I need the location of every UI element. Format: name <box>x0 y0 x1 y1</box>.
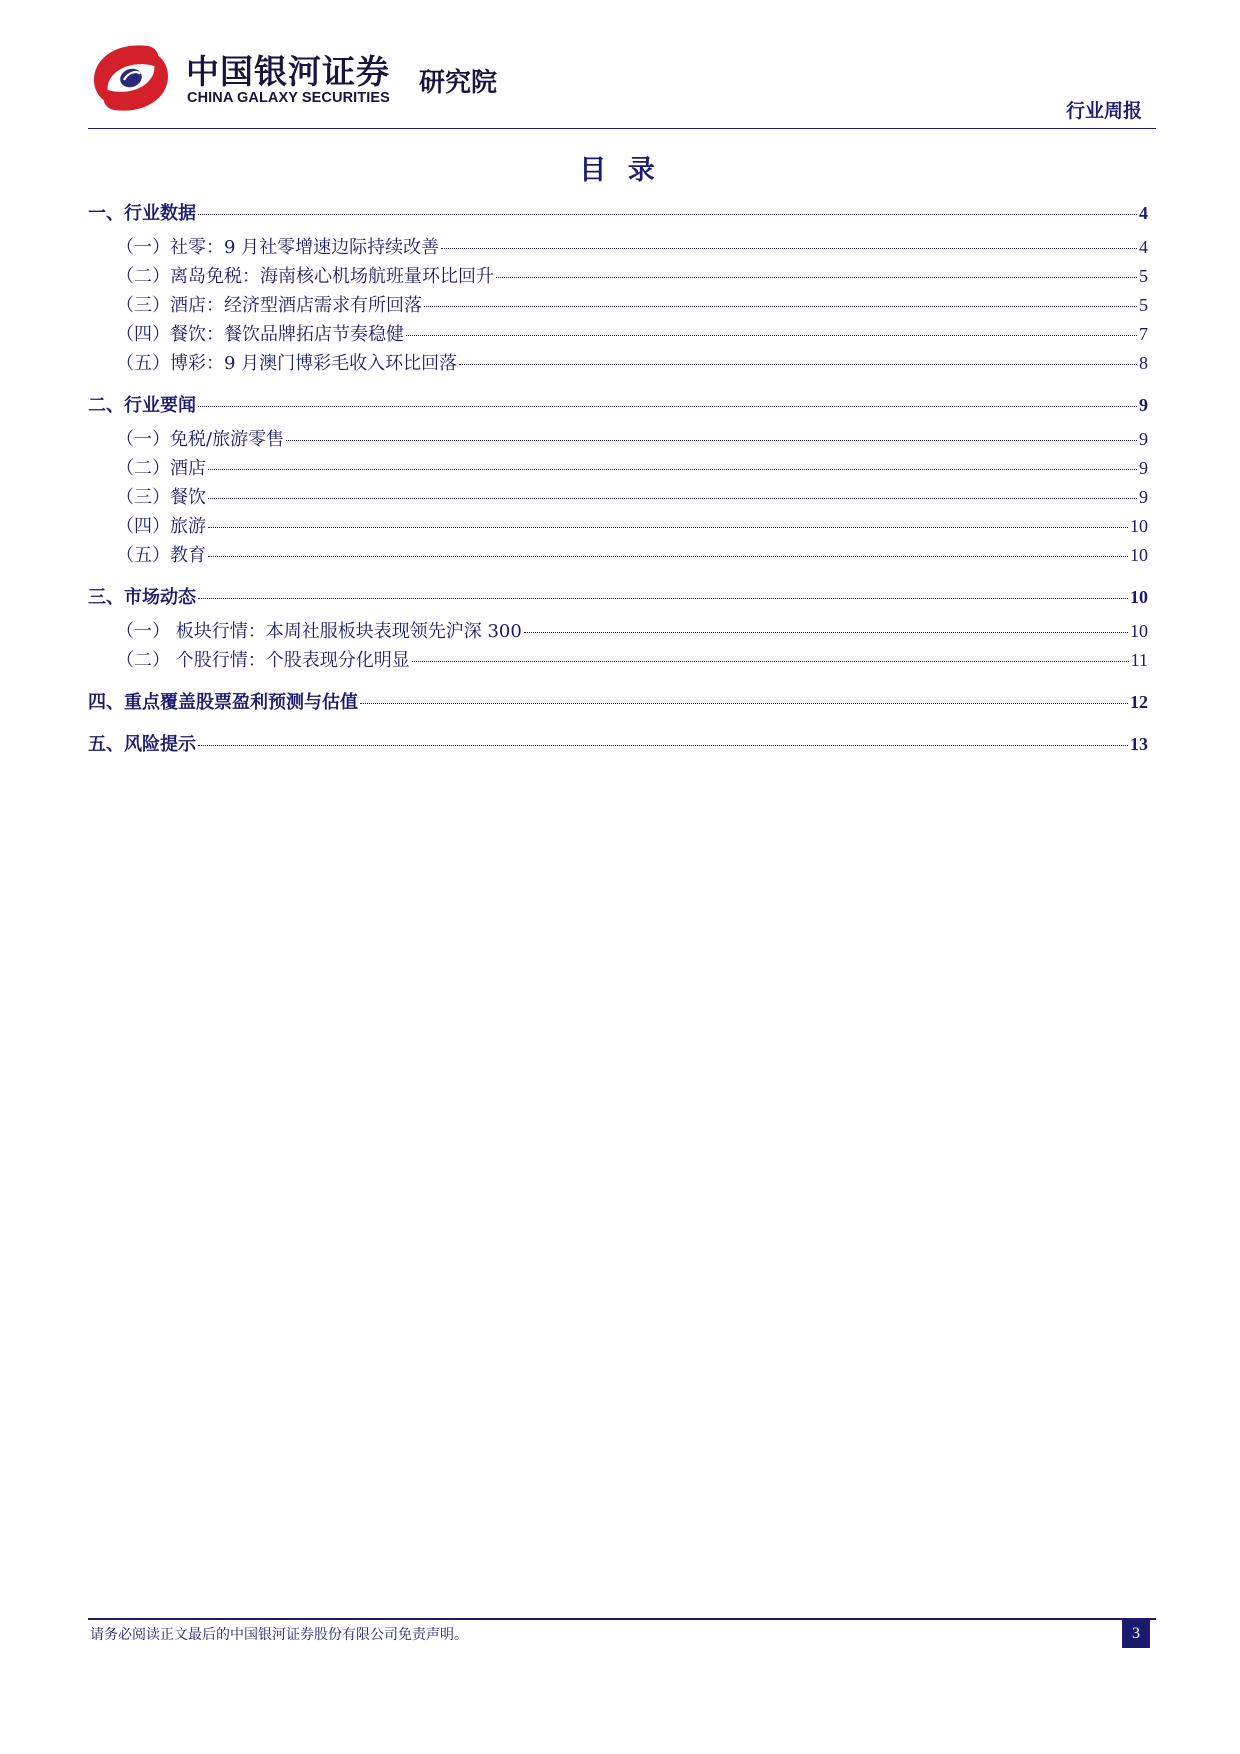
toc-entry-title: （三）餐饮 <box>116 487 206 508</box>
footer-disclaimer: 请务必阅读正文最后的中国银河证券股份有限公司免责声明。 <box>90 1627 468 1643</box>
toc-section[interactable] <box>88 582 1148 612</box>
page-number: 3 <box>1122 1620 1150 1648</box>
report-type-label: 行业周报 <box>1065 100 1142 122</box>
toc-entry-title: （五）教育 <box>116 545 206 566</box>
toc-entry-title: （二）离岛免税：海南核心机场航班量环比回升 <box>116 266 494 287</box>
dot-leader <box>412 661 1129 662</box>
toc-entry-title: （四）旅游 <box>116 516 206 537</box>
dot-leader <box>424 306 1137 307</box>
toc-entry-page: 13 <box>1130 734 1148 754</box>
toc-entry-title: （一）社零：9 月社零增速边际持续改善 <box>116 237 440 258</box>
toc-entry-page: 10 <box>1130 587 1148 607</box>
toc-entry-page: 7 <box>1139 324 1148 344</box>
dot-leader <box>198 406 1137 407</box>
toc-entry-page: 10 <box>1130 545 1148 565</box>
toc-section[interactable] <box>88 390 1148 420</box>
galaxy-logo-icon <box>88 40 174 116</box>
toc-entry-page: 10 <box>1130 516 1148 536</box>
toc-subsection[interactable] <box>88 233 1148 262</box>
toc-entry-title: （一） 板块行情：本周社服板块表现领先沪深 300 <box>116 621 522 642</box>
dot-leader <box>524 632 1128 633</box>
toc-subsection[interactable] <box>88 349 1148 378</box>
toc-entry-page: 5 <box>1139 266 1148 286</box>
toc-entry-page: 9 <box>1139 395 1148 415</box>
toc-entry-title: （三）酒店：经济型酒店需求有所回落 <box>116 295 422 316</box>
dot-leader <box>198 214 1137 215</box>
toc-entry-title: （二）酒店 <box>116 458 206 479</box>
logo-chinese-name: 中国银河证券 <box>186 52 390 91</box>
toc-entry-title: （四）餐饮：餐饮品牌拓店节奏稳健 <box>116 324 404 345</box>
dot-leader <box>459 364 1137 365</box>
dot-leader <box>208 498 1137 499</box>
toc-subsection[interactable] <box>88 425 1148 454</box>
toc-entry-title: 五、风险提示 <box>88 734 196 755</box>
toc-entry-page: 9 <box>1139 429 1148 449</box>
table-of-contents <box>88 198 1148 759</box>
toc-entry-title: 四、重点覆盖股票盈利预测与估值 <box>88 692 358 713</box>
toc-subsection[interactable] <box>88 454 1148 483</box>
dot-leader <box>208 527 1128 528</box>
dot-leader <box>198 745 1128 746</box>
toc-section[interactable] <box>88 687 1148 717</box>
toc-entry-page: 12 <box>1130 692 1148 712</box>
toc-entry-page: 10 <box>1130 621 1148 641</box>
toc-entry-page: 11 <box>1130 650 1148 670</box>
header-divider <box>88 128 1156 129</box>
dot-leader <box>208 556 1128 557</box>
toc-entry-page: 9 <box>1139 458 1148 478</box>
toc-subsection[interactable] <box>88 512 1148 541</box>
page-header <box>88 36 1156 130</box>
toc-subsection[interactable] <box>88 646 1148 675</box>
toc-subsection[interactable] <box>88 483 1148 512</box>
dot-leader <box>441 248 1137 249</box>
footer-divider <box>88 1618 1156 1620</box>
dot-leader <box>286 440 1137 441</box>
dot-leader <box>496 277 1137 278</box>
toc-entry-title: 三、市场动态 <box>88 587 196 608</box>
toc-subsection[interactable] <box>88 541 1148 570</box>
toc-title: 目 录 <box>579 155 661 186</box>
toc-entry-title: 一、行业数据 <box>88 203 196 224</box>
toc-subsection[interactable] <box>88 617 1148 646</box>
dot-leader <box>208 469 1137 470</box>
toc-entry-page: 4 <box>1139 237 1148 257</box>
toc-subsection[interactable] <box>88 291 1148 320</box>
toc-entry-page: 9 <box>1139 487 1148 507</box>
dot-leader <box>198 598 1128 599</box>
logo-english-name: CHINA GALAXY SECURITIES <box>187 90 390 106</box>
toc-entry-page: 5 <box>1139 295 1148 315</box>
toc-entry-page: 4 <box>1139 203 1148 223</box>
toc-subsection[interactable] <box>88 262 1148 291</box>
dot-leader <box>406 335 1137 336</box>
toc-section[interactable] <box>88 729 1148 759</box>
dot-leader <box>360 703 1128 704</box>
toc-entry-title: （一）免税/旅游零售 <box>116 429 285 450</box>
toc-section[interactable] <box>88 198 1148 228</box>
institute-label: 研究院 <box>419 68 498 98</box>
toc-entry-title: 二、行业要闻 <box>88 395 196 416</box>
toc-subsection[interactable] <box>88 320 1148 349</box>
toc-entry-title: （五）博彩：9 月澳门博彩毛收入环比回落 <box>116 353 458 374</box>
toc-entry-title: （二） 个股行情：个股表现分化明显 <box>116 650 410 671</box>
toc-entry-page: 8 <box>1139 353 1148 373</box>
